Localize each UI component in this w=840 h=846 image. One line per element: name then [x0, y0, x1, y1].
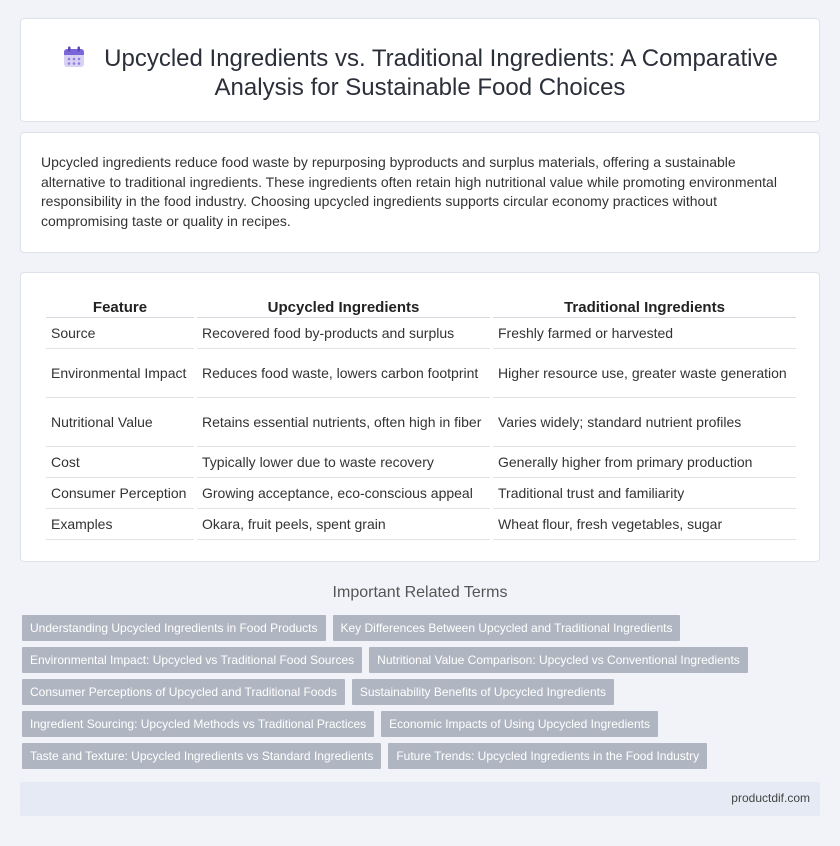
- related-term-link[interactable]: Consumer Perceptions of Upcycled and Traditional Foods: [22, 679, 345, 705]
- upcycled-cell: Typically lower due to waste recovery: [197, 447, 490, 478]
- title-line-1: Upcycled Ingredients vs. Traditional Ingredients: A Comparative: [104, 45, 778, 72]
- page-title: [21, 44, 819, 102]
- upcycled-cell: Recovered food by-products and surplus: [197, 318, 490, 349]
- feature-cell: Nutritional Value: [46, 398, 194, 447]
- related-term-link[interactable]: Nutritional Value Comparison: Upcycled vs Conventional Ingredients: [369, 647, 748, 673]
- feature-cell: Environmental Impact: [46, 349, 194, 398]
- traditional-cell: Varies widely; standard nutrient profiles: [493, 398, 796, 447]
- table-row: [46, 349, 796, 398]
- traditional-cell: Traditional trust and familiarity: [493, 478, 796, 509]
- traditional-cell: Freshly farmed or harvested: [493, 318, 796, 349]
- feature-cell: Examples: [46, 509, 194, 540]
- table-row: [46, 478, 796, 509]
- upcycled-cell: Reduces food waste, lowers carbon footprint: [197, 349, 490, 398]
- related-terms-list: [22, 615, 802, 775]
- upcycled-cell: Growing acceptance, eco-conscious appeal: [197, 478, 490, 509]
- related-term-link[interactable]: Understanding Upcycled Ingredients in Food Products: [22, 615, 326, 641]
- feature-cell: Consumer Perception: [46, 478, 194, 509]
- header-traditional: Traditional Ingredients: [493, 295, 796, 318]
- related-term-link[interactable]: Ingredient Sourcing: Upcycled Methods vs Traditional Practices: [22, 711, 374, 737]
- related-term-link[interactable]: Economic Impacts of Using Upcycled Ingredients: [381, 711, 658, 737]
- table-header-row: [46, 295, 796, 318]
- footer: [20, 782, 820, 816]
- table-row: [46, 509, 796, 540]
- intro-card: [20, 132, 820, 253]
- header-feature: Feature: [46, 295, 194, 318]
- feature-cell: Source: [46, 318, 194, 349]
- footer-site-link[interactable]: productdif.com: [731, 791, 810, 805]
- table-row: [46, 447, 796, 478]
- related-term-link[interactable]: Sustainability Benefits of Upcycled Ingredients: [352, 679, 614, 705]
- related-term-link[interactable]: Taste and Texture: Upcycled Ingredients vs Standard Ingredients: [22, 743, 381, 769]
- upcycled-cell: Retains essential nutrients, often high in fiber: [197, 398, 490, 447]
- related-term-link[interactable]: Environmental Impact: Upcycled vs Traditional Food Sources: [22, 647, 362, 673]
- table-row: [46, 318, 796, 349]
- header-upcycled: Upcycled Ingredients: [197, 295, 490, 318]
- related-term-link[interactable]: Future Trends: Upcycled Ingredients in the Food Industry: [388, 743, 707, 769]
- title-line-2: Analysis for Sustainable Food Choices: [214, 74, 626, 101]
- traditional-cell: Wheat flour, fresh vegetables, sugar: [493, 509, 796, 540]
- upcycled-cell: Okara, fruit peels, spent grain: [197, 509, 490, 540]
- comparison-table: [43, 295, 799, 540]
- intro-paragraph: Upcycled ingredients reduce food waste by repurposing byproducts and surplus materials, offering a sustainable alternative to traditional ingredients. These ingredients often retain high nutritional value while promoting environmental responsibility in the food industry. Choosing upcycled ingredients supports circular economy practices without compromising taste or quality in recipes.: [41, 154, 777, 229]
- feature-cell: Cost: [46, 447, 194, 478]
- calendar-icon: [62, 45, 86, 69]
- traditional-cell: Generally higher from primary production: [493, 447, 796, 478]
- related-term-link[interactable]: Key Differences Between Upcycled and Traditional Ingredients: [333, 615, 681, 641]
- table-row: [46, 398, 796, 447]
- related-terms-heading: Important Related Terms: [332, 584, 508, 601]
- comparison-card: [20, 272, 820, 562]
- title-card: [20, 18, 820, 122]
- traditional-cell: Higher resource use, greater waste generation: [493, 349, 796, 398]
